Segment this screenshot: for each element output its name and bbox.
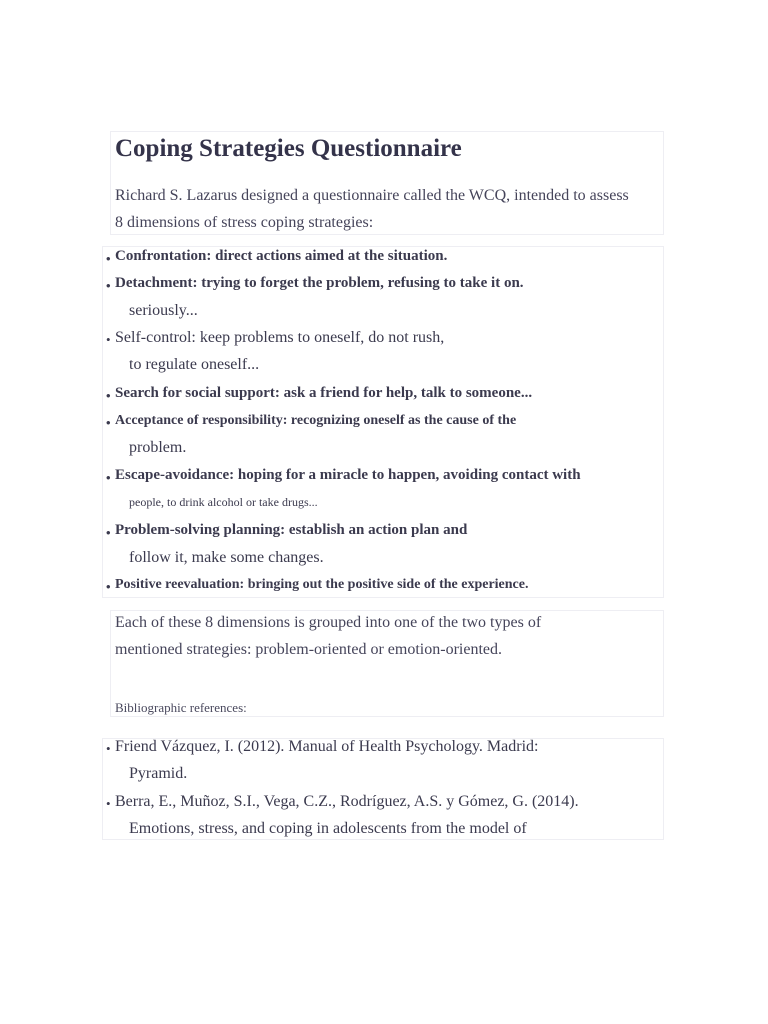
dimensions-list: • Confrontation: direct actions aimed at the situation. • Detachment: trying to forget the problem, refusing to take it on. seriously... • Self-control: keep problems to oneself, do not rush, to regulate oneself... • Search for social support: ask a friend for help, talk to someone... • Acceptance of responsibility: recognizing oneself as the cause of the problem. • Escape-avoidance: hoping for a miracle to happen, avoiding contact with people, to drink alcohol or take drugs... • Problem-solving planning: establish an action plan and follow it, make some changes. • Positive reevaluation: bringing out the positive side of the experience. — [102, 246, 664, 598]
summary-line: Each of these 8 dimensions is grouped into one of the two types of — [115, 614, 542, 631]
intro-paragraph — [115, 182, 629, 236]
summary-paragraph — [115, 609, 541, 663]
intro-line: Richard S. Lazarus designed a questionnaire called the WCQ, intended to assess — [115, 187, 629, 204]
title-section — [110, 131, 664, 235]
bullet-icon: • — [106, 415, 111, 430]
bullet-icon: • — [106, 741, 111, 756]
intro-line: 8 dimensions of stress coping strategies: — [115, 214, 374, 231]
bullet-icon: • — [106, 470, 111, 485]
bullet-icon: • — [106, 796, 111, 811]
bullet-icon: • — [106, 388, 111, 403]
bullet-icon: • — [106, 525, 111, 540]
summary-line: mentioned strategies: problem-oriented or emotion-oriented. — [115, 641, 502, 658]
page-title: Coping Strategies Questionnaire — [115, 135, 462, 162]
bullet-icon: • — [106, 332, 111, 347]
references-list: • Friend Vázquez, I. (2012). Manual of Health Psychology. Madrid: Pyramid. • Berra, E., Muñoz, S.I., Vega, C.Z., Rodríguez, A.S. y Gómez, G. (2014). Emotions, stress, and coping in adolescents from the model of — [102, 738, 664, 840]
summary-section — [110, 610, 664, 717]
bullet-icon: • — [106, 251, 111, 266]
bibliography-heading: Bibliographic references: — [115, 700, 247, 715]
bullet-icon: • — [106, 278, 111, 293]
bullet-icon: • — [106, 579, 111, 594]
